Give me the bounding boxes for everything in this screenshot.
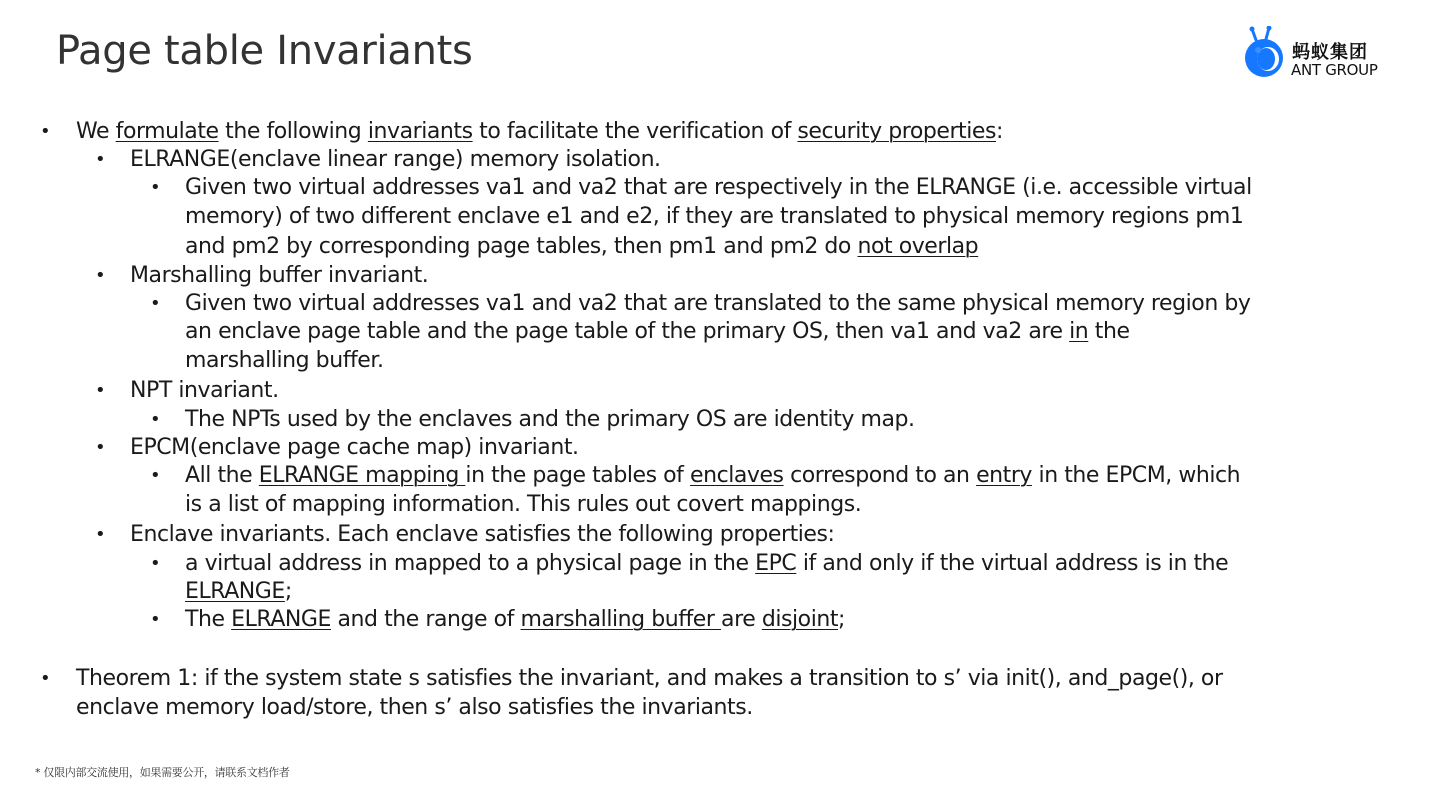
text-segment: if and only if the virtual address is in the: [796, 551, 1229, 576]
bullet-dot-icon: •: [150, 177, 161, 198]
sub-sub-bullet-line: [185, 606, 845, 634]
text-segment: are: [721, 607, 762, 632]
sub-sub-bullet-line: is a list of mapping information. This rules out covert mappings.: [185, 492, 862, 517]
sub-sub-bullet-line: Given two virtual addresses va1 and va2 that are respectively in the ELRANGE (i.e. accessible virtual: [185, 175, 1252, 200]
underlined-term-formulate: formulate: [115, 119, 219, 144]
sub-sub-bullet-line: Given two virtual addresses va1 and va2 that are translated to the same physical memory region by: [185, 291, 1251, 316]
text-segment: in the EPCM, which: [1032, 463, 1241, 488]
bullet-dot-icon: •: [40, 121, 51, 142]
sub-sub-bullet-line: memory) of two different enclave e1 and e2, if they are translated to physical memory regions pm1: [185, 204, 1244, 229]
bullet-dot-icon: •: [95, 265, 106, 286]
underlined-term-elrange: ELRANGE: [185, 579, 285, 604]
underlined-term-enclaves: enclaves: [689, 463, 784, 488]
sub-bullet-elrange-isolation: ELRANGE(enclave linear range) memory isolation.: [130, 147, 661, 172]
underlined-term-invariants: invariants: [367, 119, 473, 144]
text-segment: the: [1088, 319, 1130, 344]
text-segment: We: [76, 119, 116, 144]
sub-sub-bullet-line: The NPTs used by the enclaves and the primary OS are identity map.: [185, 407, 915, 432]
text-segment: ;: [284, 579, 292, 604]
sub-bullet-epcm-invariant: EPCM(enclave page cache map) invariant.: [130, 435, 579, 460]
theorem-line: enclave memory load/store, then s’ also satisfies the invariants.: [76, 695, 753, 720]
sub-sub-bullet-line: marshalling buffer.: [185, 348, 384, 373]
underlined-term-in: in: [1069, 319, 1089, 344]
bullet-dot-icon: •: [40, 668, 51, 689]
bullet-dot-icon: •: [95, 437, 106, 458]
sub-sub-bullet-line: [185, 578, 292, 606]
text-segment: the following: [218, 119, 368, 144]
sub-sub-bullet-line: [185, 233, 978, 261]
page-title: Page table Invariants: [56, 28, 473, 74]
text-segment: The: [185, 607, 232, 632]
logo-english-text: ANT GROUP: [1291, 61, 1378, 79]
text-segment: :: [995, 119, 1003, 144]
text-segment: an enclave page table and the page table of the primary OS, then va1 and va2 are: [185, 319, 1070, 344]
sub-bullet-npt-invariant: NPT invariant.: [130, 378, 279, 403]
bullet-dot-icon: •: [150, 293, 161, 314]
bullet-dot-icon: •: [150, 409, 161, 430]
bullet-dot-icon: •: [150, 609, 161, 630]
sub-sub-bullet-line: [185, 550, 1228, 578]
underlined-term-entry: entry: [976, 463, 1032, 488]
bullet-dot-icon: •: [95, 524, 106, 545]
bullet-dot-icon: •: [95, 149, 106, 170]
bullet-intro-line: [76, 118, 1003, 146]
bullet-dot-icon: •: [150, 465, 161, 486]
bullet-dot-icon: •: [150, 553, 161, 574]
underlined-term-security-properties: security properties: [797, 119, 996, 144]
underlined-term-marshalling-buffer: marshalling buffer: [520, 607, 722, 632]
sub-bullet-marshalling-buffer: Marshalling buffer invariant.: [130, 263, 429, 288]
text-segment: ;: [838, 607, 845, 632]
text-segment: in the page tables of: [465, 463, 690, 488]
text-segment: a virtual address in mapped to a physical page in the: [185, 551, 756, 576]
logo-chinese-text: 蚂蚁集团: [1292, 42, 1368, 63]
text-segment: All the: [185, 463, 259, 488]
text-segment: correspond to an: [783, 463, 977, 488]
text-segment: and pm2 by corresponding page tables, then pm1 and pm2 do: [185, 234, 858, 259]
underlined-term-elrange: ELRANGE: [231, 607, 331, 632]
footer-note: * 仅限内部交流使用，如果需要公开，请联系文档作者: [35, 766, 290, 779]
text-segment: and the range of: [330, 607, 521, 632]
underlined-term-elrange-mapping: ELRANGE mapping: [258, 463, 466, 488]
underlined-term-epc: EPC: [755, 551, 797, 576]
theorem-line: Theorem 1: if the system state s satisfies the invariant, and makes a transition to s’ via init(), and_page(), or: [76, 666, 1223, 691]
sub-sub-bullet-line: [185, 318, 1130, 346]
sub-bullet-enclave-invariants: Enclave invariants. Each enclave satisfies the following properties:: [130, 522, 835, 547]
text-segment: to facilitate the verification of: [472, 119, 798, 144]
bullet-dot-icon: •: [95, 380, 106, 401]
sub-sub-bullet-line: [185, 462, 1240, 490]
underlined-term-disjoint: disjoint: [761, 607, 839, 632]
underlined-term-not-overlap: not overlap: [857, 234, 979, 259]
